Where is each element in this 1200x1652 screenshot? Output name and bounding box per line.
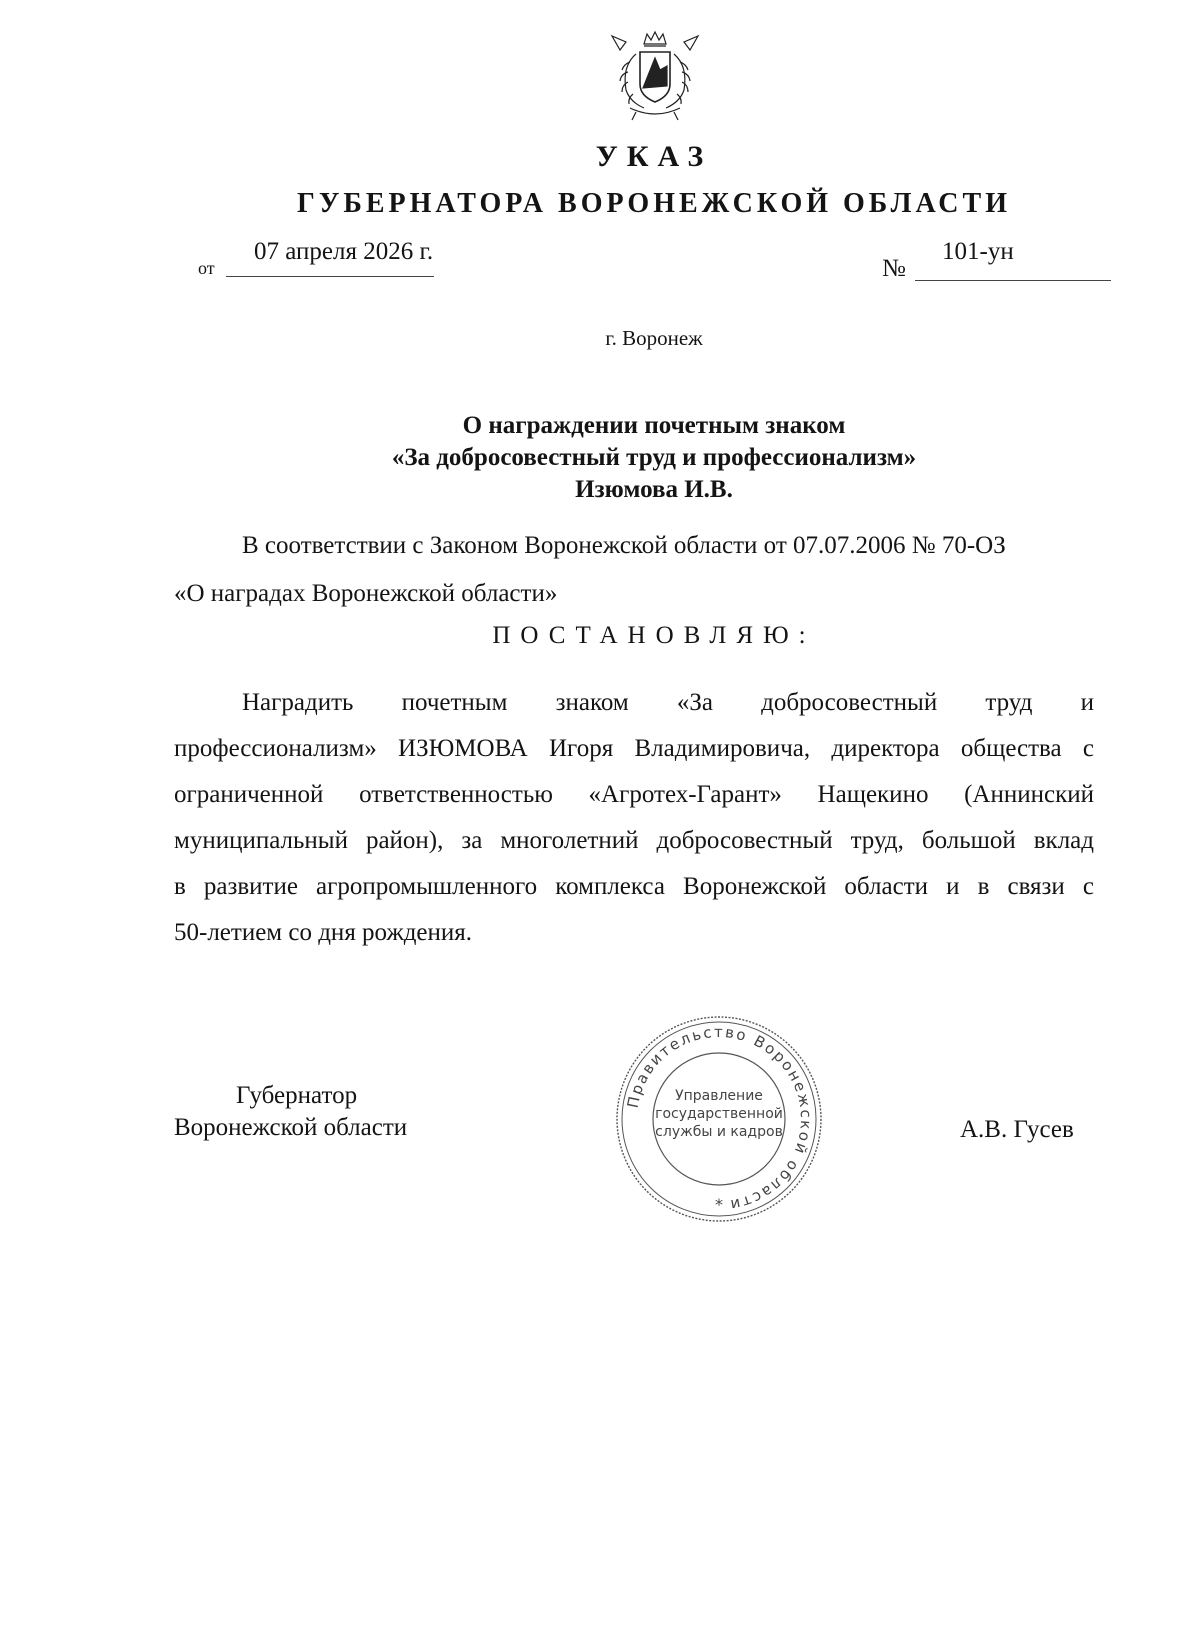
decree-body (174, 680, 1094, 956)
stamp-ring-text: Правительство Воронежской области (623, 1022, 816, 1215)
preamble-line: В соответствии с Законом Воронежской области от 07.07.2006 № 70-ОЗ (242, 532, 1006, 559)
number-prefix: № (882, 255, 906, 282)
document-subtitle: ГУБЕРНАТОРА ВОРОНЕЖСКОЙ ОБЛАСТИ (297, 188, 1011, 219)
body-line: ограниченной ответственностью «Агротех-Гарант» Нащекино (Аннинский (174, 781, 1094, 808)
official-stamp (612, 1012, 826, 1226)
coat-of-arms-emblem (600, 30, 710, 122)
document-title: УКАЗ (595, 140, 713, 173)
position-line: Воронежской области (174, 1114, 408, 1141)
document-city: г. Воронеж (605, 326, 703, 350)
position-line: Губернатор (236, 1082, 358, 1109)
body-line: муниципальный район), за многолетний добросовестный труд, большой вклад (174, 827, 1094, 854)
document-subject (170, 410, 1138, 506)
stamp-center-line: Управление (675, 1088, 763, 1104)
stamp-center-line: государственной (655, 1106, 783, 1122)
signatory-name: А.В. Гусев (960, 1116, 1074, 1143)
body-line: профессионализм» ИЗЮМОВА Игоря Владимировича, директора общества с (174, 735, 1094, 762)
document-date: 07 апреля 2026 г. (254, 238, 434, 265)
stamp-star: * (715, 1195, 723, 1214)
subject-line: О награждении почетным знаком (462, 412, 846, 439)
signatory-position (174, 1080, 407, 1144)
stamp-center-line: службы и кадров (655, 1124, 783, 1140)
date-prefix: от (198, 258, 215, 278)
number-underline (915, 280, 1111, 281)
date-underline (226, 276, 434, 277)
body-line: 50-летием со дня рождения. (174, 919, 473, 946)
subject-line: «За добросовестный труд и профессионализм» (391, 444, 917, 471)
body-line: в развитие агропромышленного комплекса Воронежской области и в связи с (174, 873, 1094, 900)
stamp-seal (612, 1012, 826, 1226)
subject-line: Изюмова И.В. (575, 476, 733, 503)
preamble-line: «О наградах Воронежской области» (174, 580, 558, 607)
body-line: Наградить почетным знаком «За добросовестный труд и (242, 689, 1094, 716)
preamble-paragraph (174, 522, 1094, 618)
decree-word: ПОСТАНОВЛЯЮ: (492, 622, 816, 649)
document-number: 101-ун (942, 238, 1014, 265)
voronezh-coat-of-arms-icon (600, 30, 710, 122)
